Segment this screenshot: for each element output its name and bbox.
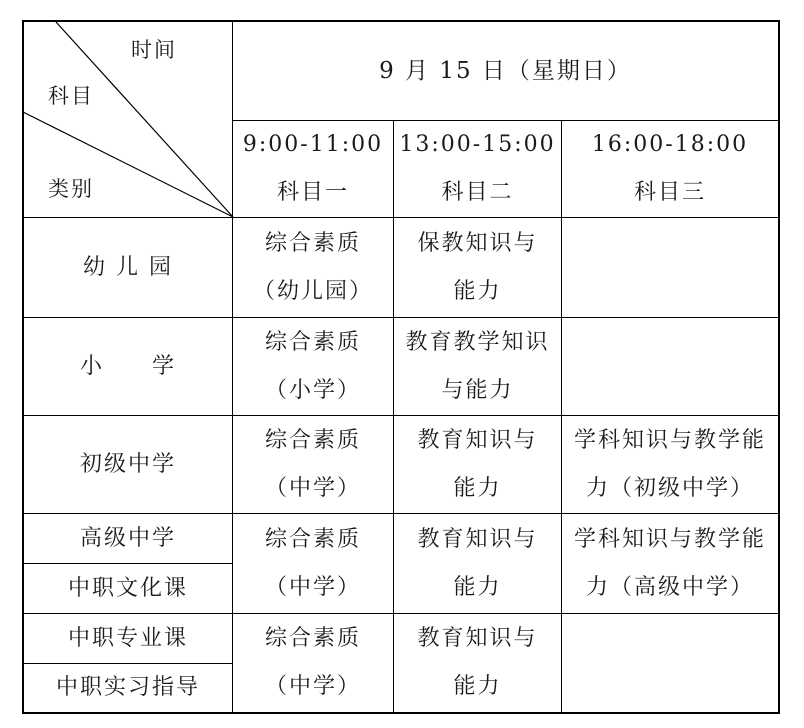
date-text: 9 月 15 日（星期日） bbox=[379, 58, 632, 84]
table-cell bbox=[394, 218, 561, 317]
table-cell bbox=[233, 514, 393, 613]
table-cell bbox=[233, 218, 393, 317]
table-cell bbox=[394, 318, 561, 415]
cell-line: 能力 bbox=[453, 574, 502, 600]
category-label: 高级中学 bbox=[79, 525, 176, 551]
cell-line: 保教知识与 bbox=[417, 230, 538, 256]
v-line bbox=[778, 20, 780, 714]
cell-line: （中学） bbox=[264, 574, 361, 600]
table-cell bbox=[233, 318, 393, 415]
cell-line: 力（高级中学） bbox=[585, 574, 754, 600]
category-label: 初级中学 bbox=[79, 451, 176, 477]
session-time: 16:00-18:00 bbox=[591, 132, 749, 157]
session-header-1 bbox=[233, 121, 393, 217]
cell-line: 能力 bbox=[453, 475, 502, 501]
corner-subject-label: 科目 bbox=[48, 84, 94, 108]
table-cell bbox=[394, 514, 561, 613]
session-subject: 科目三 bbox=[633, 180, 706, 205]
cell-line: 力（初级中学） bbox=[585, 475, 754, 501]
cell-line: 教育知识与 bbox=[417, 427, 538, 453]
cell-line: 教育知识与 bbox=[417, 526, 538, 552]
session-header-3 bbox=[562, 121, 778, 217]
category-senior-middle bbox=[24, 514, 232, 563]
table-cell bbox=[394, 614, 561, 712]
cell-line: 教育知识与 bbox=[417, 626, 538, 651]
cell-line: 综合素质 bbox=[264, 427, 361, 453]
session-time: 13:00-15:00 bbox=[399, 132, 556, 157]
cell-line: 学科知识与教学能 bbox=[573, 526, 766, 552]
category-vocational-culture bbox=[24, 564, 232, 613]
category-label: 中职实习指导 bbox=[55, 675, 200, 700]
corner-time-label: 时间 bbox=[131, 38, 177, 62]
category-junior-middle bbox=[24, 416, 232, 513]
cell-line: 能力 bbox=[453, 674, 502, 699]
category-label: 幼 儿 园 bbox=[83, 254, 173, 280]
cell-line: （中学） bbox=[264, 674, 361, 699]
cell-line: 综合素质 bbox=[264, 626, 361, 651]
cell-line: （幼儿园） bbox=[252, 278, 373, 304]
session-time: 9:00-11:00 bbox=[242, 132, 384, 157]
corner-category-label: 类别 bbox=[48, 177, 94, 201]
category-label: 中职文化课 bbox=[67, 575, 188, 601]
category-vocational-practice bbox=[24, 664, 232, 712]
session-subject: 科目一 bbox=[276, 180, 349, 205]
cell-line: （小学） bbox=[264, 377, 361, 403]
cell-line: 与能力 bbox=[441, 377, 514, 403]
session-header-2 bbox=[394, 121, 561, 217]
session-subject: 科目二 bbox=[441, 180, 514, 205]
table-cell bbox=[562, 514, 778, 613]
table-cell bbox=[233, 416, 393, 513]
cell-line: 能力 bbox=[453, 278, 502, 304]
cell-line: 综合素质 bbox=[264, 230, 361, 256]
date-header bbox=[233, 22, 778, 120]
cell-line: （中学） bbox=[264, 475, 361, 501]
category-primary bbox=[24, 318, 232, 415]
cell-line: 综合素质 bbox=[264, 526, 361, 552]
cell-line: 学科知识与教学能 bbox=[573, 427, 766, 453]
category-kindergarten bbox=[24, 218, 232, 317]
cell-line: 综合素质 bbox=[264, 329, 361, 355]
h-line bbox=[22, 712, 780, 714]
category-label: 小 学 bbox=[79, 353, 176, 379]
table-cell bbox=[233, 614, 393, 712]
category-vocational-professional bbox=[24, 614, 232, 663]
category-label: 中职专业课 bbox=[67, 625, 188, 651]
table-cell bbox=[562, 416, 778, 513]
cell-line: 教育教学知识 bbox=[405, 329, 550, 355]
table-cell bbox=[394, 416, 561, 513]
